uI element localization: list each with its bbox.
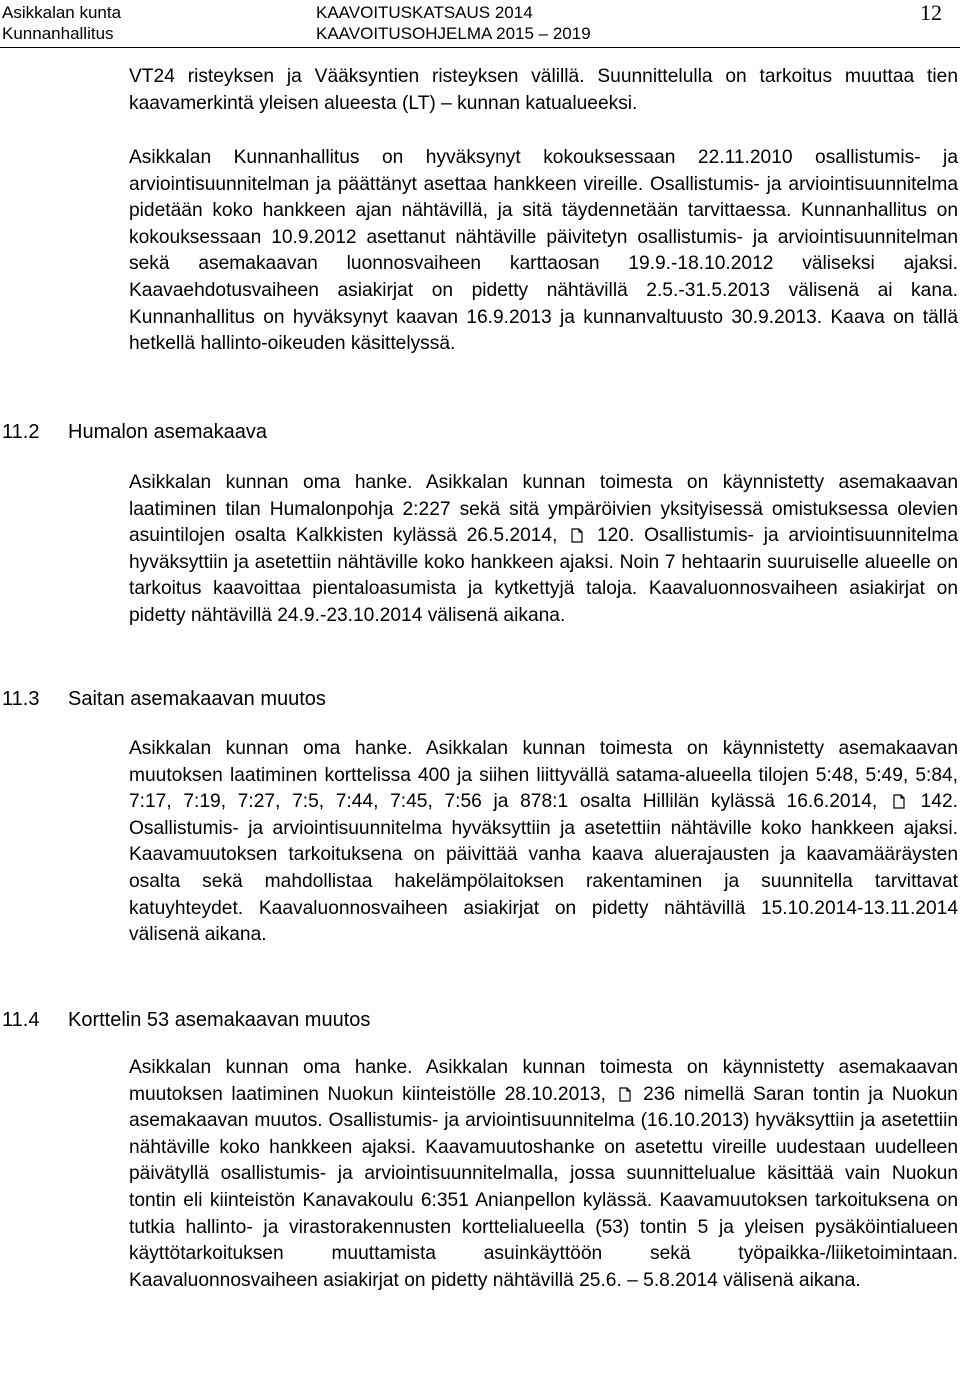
section-title: Humalon asemakaava bbox=[68, 421, 267, 443]
section-heading-humalo bbox=[2, 419, 267, 445]
paragraph-text: 120. Osallistumis- ja arviointisuunnitelma hyväksyttiin ja asetettiin nähtäville koko hankkeen ajaksi. Noin 7 hehtaarin suuruiselle alueelle on tarkoitus kaavoittaa pientaloasumista ja kytkettyjä taloja. Kaavaluonnosvaiheen asiakirjat on pidetty nähtävillä 24.9.-23.10.2014 välisenä aikana. bbox=[129, 525, 958, 626]
document-reference-icon[interactable] bbox=[619, 1087, 631, 1102]
paragraph-text: 142. Osallistumis- ja arviointisuunnitelma hyväksyttiin ja asetettiin nähtäville koko hankkeen ajaksi. Kaavamuutoksen tarkoituksena on päivittää vanha kaava aluerajausten ja kaavamääräysten osalta sekä mahdollistaa hakelämpölaitoksen rakentaminen ja suunnitella tarvittavat katuyhteydet. Kaavaluonnosvaiheen asiakirjat on pidetty nähtävillä 15.10.2014-13.11.2014 välisenä aikana. bbox=[129, 791, 958, 946]
header-document-title: KAAVOITUSKATSAUS 2014 bbox=[316, 3, 533, 22]
paragraph-text: Asikkalan kunnan oma hanke. Asikkalan kunnan toimesta on käynnistetty asemakaavan muutoksen laatiminen Nuokun kiinteistölle 28.10.2013, bbox=[129, 1057, 958, 1105]
section-number: 11.4 bbox=[2, 1009, 40, 1031]
header-document-subtitle: KAAVOITUSOHJELMA 2015 – 2019 bbox=[316, 24, 591, 43]
section-paragraph-korttelin bbox=[129, 1055, 958, 1294]
section-paragraph-humalo bbox=[129, 470, 958, 630]
header-department: Kunnanhallitus bbox=[2, 24, 114, 43]
section-title: Korttelin 53 asemakaavan muutos bbox=[68, 1009, 371, 1031]
paragraph-text: Asikkalan kunnan oma hanke. Asikkalan kunnan toimesta on käynnistetty asemakaavan muutoksen laatiminen korttelissa 400 ja siihen liittyvällä satama-alueella tilojen 5:48, 5:49, 5:84, 7:17, 7:19, 7:27, 7:5, 7:44, 7:45, 7:56 ja 878:1 osalta Hillilän kylässä 16.6.2014, bbox=[129, 738, 958, 813]
intro-paragraph-1: VT24 risteyksen ja Vääksyntien risteyksen välillä. Suunnittelulla on tarkoitus muuttaa tien kaavamerkintä yleisen alueesta (LT) – kunnan katualueeksi. bbox=[129, 66, 958, 114]
section-paragraph-saitan bbox=[129, 736, 958, 949]
paragraph-text: 236 nimellä Saran tontin ja Nuokun asemakaavan muutos. Osallistumis- ja arviointisuunnitelma (16.10.2013) hyväksyttiin ja asetettiin nähtäville koko hankkeen ajaksi. Kaavamuutoshanke on asetettu vireille uudestaan uudelleen päivätyllä osallistumis- ja arviointisuunnitelmalla, jossa suunnittelualue käsittää vain Nuokun tontin eli kiinteistön Kanavakoulu 6:351 Anianpellon kylässä. Kaavamuutoksen tarkoituksena on tutkia hallinto- ja virastorakennusten korttelialueella (53) tontin 5 ja yleisen pysäköintialueen käyttötarkoituksen muuttamista asuinkäyttöön sekä työpaikka-/liiketoimintaan. Kaavaluonnosvaiheen asiakirjat on pidetty nähtävillä 25.6. – 5.8.2014 välisenä aikana. bbox=[129, 1083, 958, 1291]
section-title: Saitan asemakaavan muutos bbox=[68, 688, 326, 710]
section-heading-saitan bbox=[2, 686, 326, 712]
header-organization: Asikkalan kunta bbox=[2, 3, 122, 22]
section-number: 11.2 bbox=[2, 421, 40, 443]
section-number: 11.3 bbox=[2, 688, 40, 710]
section-heading-korttelin bbox=[2, 1007, 370, 1033]
intro-paragraph-2: Asikkalan Kunnanhallitus on hyväksynyt kokouksessaan 22.11.2010 osallistumis- ja arviointisuunnitelman ja päättänyt asettaa hankkeen vireille. Osallistumis- ja arviointisuunnitelma pidetään koko hankkeen ajan nähtävillä, ja sitä täydennetään tarvittaessa. Kunnanhallitus on kokouksessaan 10.9.2012 asettanut nähtäville päivitetyn osallistumis- ja arviointisuunnitelman sekä asemakaavan luonnosvaiheen karttaosan 19.9.-18.10.2012 väliseksi ajaksi. Kaavaehdotusvaiheen asiakirjat on pidetty nähtävillä 2.5.-31.5.2013 välisenä ai kana. Kunnanhallitus on hyväksynyt kaavan 16.9.2013 ja kunnanvaltuusto 30.9.2013. Kaava on tällä hetkellä hallinto-oikeuden käsittelyssä. bbox=[129, 147, 958, 355]
header-divider bbox=[0, 47, 960, 48]
document-reference-icon[interactable] bbox=[571, 528, 583, 543]
paragraph-text: Asikkalan kunnan oma hanke. Asikkalan kunnan toimesta on käynnistetty asemakaavan laatiminen tilan Humalonpohja 2:227 sekä sitä ympäröivien yksityisessä omistuksessa olevien asuintilojen osalta Kalkkisten kylässä 26.5.2014, bbox=[129, 472, 958, 547]
page-number: 12 bbox=[920, 0, 942, 25]
page-header bbox=[0, 0, 960, 52]
document-reference-icon[interactable] bbox=[893, 794, 905, 809]
